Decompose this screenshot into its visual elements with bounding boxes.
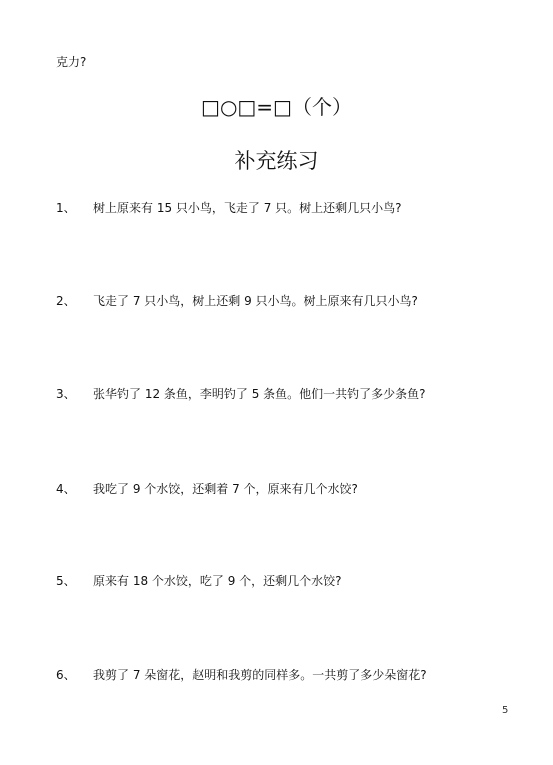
question-text: 张华钓了 12 条鱼，李明钓了 5 条鱼。他们一共钓了多少条鱼? <box>93 387 426 401</box>
question-number: 3、 <box>56 387 76 401</box>
question-number: 1、 <box>56 201 76 215</box>
question-number: 5、 <box>56 574 76 588</box>
question-item <box>56 480 496 498</box>
question-text: 飞走了 7 只小鸟，树上还剩 9 只小鸟。树上原来有几只小鸟? <box>93 294 418 308</box>
question-number: 2、 <box>56 294 76 308</box>
question-number: 6、 <box>56 668 76 682</box>
question-item <box>56 199 496 217</box>
question-item <box>56 292 496 310</box>
continued-question-text: 克力? <box>56 55 87 69</box>
question-text: 我剪了 7 朵窗花，赵明和我剪的同样多。一共剪了多少朵窗花? <box>93 668 427 682</box>
question-item <box>56 385 496 403</box>
question-text: 树上原来有 15 只小鸟，飞走了 7 只。树上还剩几只小鸟? <box>93 201 402 215</box>
page-number: 5 <box>502 705 509 716</box>
answer-formula: □○□=□（个） <box>201 95 352 119</box>
section-title: 补充练习 <box>234 149 319 173</box>
question-text: 原来有 18 个水饺，吃了 9 个，还剩几个水饺? <box>93 574 342 588</box>
question-item <box>56 572 496 590</box>
question-number: 4、 <box>56 482 76 496</box>
question-item <box>56 666 496 684</box>
question-text: 我吃了 9 个水饺，还剩着 7 个，原来有几个水饺? <box>93 482 358 496</box>
